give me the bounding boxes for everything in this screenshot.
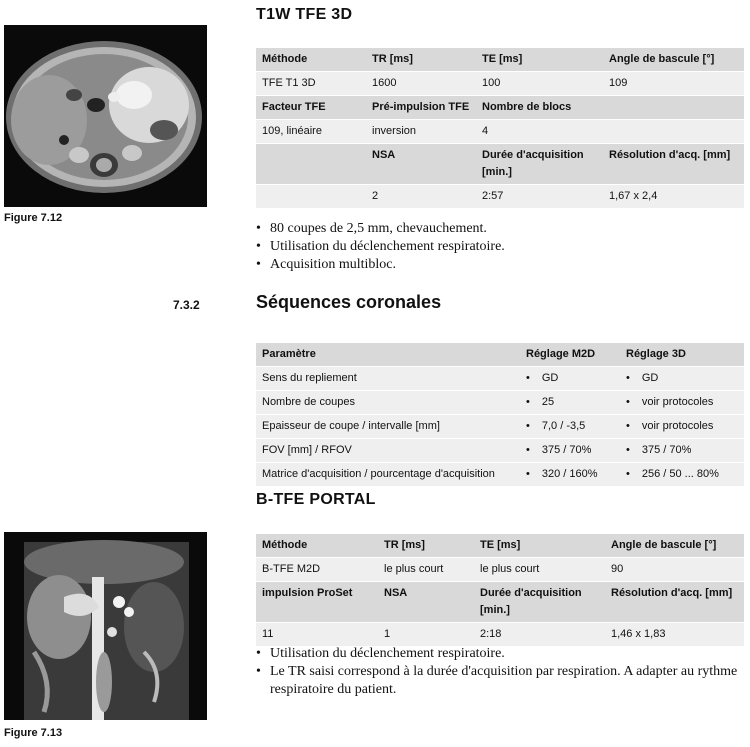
table-row [256,72,744,96]
table-cell: • GD [520,367,620,391]
table-cell: • 375 / 70% [520,439,620,463]
bullet-item: • Utilisation du déclenchement respiratoire. [256,238,746,256]
table-header-cell: Durée d'acquisition [min.] [474,582,605,623]
table-header-cell [603,96,744,120]
table-header-row [256,144,744,185]
table-header-cell: Angle de bascule [°] [605,534,744,558]
figure-caption: Figure 7.12 [4,212,63,224]
parameter-table [256,534,744,647]
section-title: T1W TFE 3D [256,6,353,23]
section-heading: Séquences coronales [256,292,442,312]
table-cell: Matrice d'acquisition / pourcentage d'acquisition [256,463,520,487]
table-cell: • 7,0 / -3,5 [520,415,620,439]
table-header-row [256,534,744,558]
table-row [256,185,744,209]
mri-coronal-image [4,532,207,720]
table-header-row [256,343,744,367]
table-row [256,558,744,582]
table-cell: 1 [378,623,474,647]
table-header-cell: Réglage M2D [520,343,620,367]
table-cell: 11 [256,623,378,647]
table-header-cell: TE [ms] [476,48,603,72]
table-row [256,463,744,487]
table-header-cell: NSA [378,582,474,623]
bullet-list [256,645,746,699]
table-header-cell: Facteur TFE [256,96,366,120]
table-cell: 90 [605,558,744,582]
table-row [256,367,744,391]
table-header-row [256,48,744,72]
section-number: 7.3.2 [173,298,200,312]
table-cell: 109 [603,72,744,96]
table-cell: B-TFE M2D [256,558,378,582]
table-row [256,391,744,415]
table-header-cell: TR [ms] [366,48,476,72]
mri-axial-image [4,25,207,207]
table-header-row [256,582,744,623]
table-row [256,623,744,647]
table-cell: 2:57 [476,185,603,209]
table-header-cell: Nombre de blocs [476,96,603,120]
table-cell: 1,67 x 2,4 [603,185,744,209]
bullet-item: • Utilisation du déclenchement respiratoire. [256,645,746,663]
table-cell: 4 [476,120,603,144]
table-cell: Epaisseur de coupe / intervalle [mm] [256,415,520,439]
table-cell: • voir protocoles [620,391,744,415]
bullet-item: • Acquisition multibloc. [256,256,746,274]
table-cell: TFE T1 3D [256,72,366,96]
table-header-cell: TE [ms] [474,534,605,558]
table-cell: FOV [mm] / RFOV [256,439,520,463]
figure-caption: Figure 7.13 [4,727,63,739]
table-cell: • 320 / 160% [520,463,620,487]
table-cell [256,185,366,209]
table-cell: 2:18 [474,623,605,647]
table-cell: le plus court [474,558,605,582]
bullet-item: • 80 coupes de 2,5 mm, chevauchement. [256,220,746,238]
table-cell: • 256 / 50 ... 80% [620,463,744,487]
section-title: B-TFE PORTAL [256,491,376,508]
table-cell: Nombre de coupes [256,391,520,415]
table-header-cell: impulsion ProSet [256,582,378,623]
table-header-cell: Résolution d'acq. [mm] [603,144,744,185]
table-cell: • 375 / 70% [620,439,744,463]
table-cell: • voir protocoles [620,415,744,439]
table-header-row [256,96,744,120]
bullet-list [256,220,746,274]
parameter-table [256,48,744,209]
table-header-cell: Réglage 3D [620,343,744,367]
table-cell: 100 [476,72,603,96]
table-cell: • GD [620,367,744,391]
table-header-cell: TR [ms] [378,534,474,558]
table-header-cell: NSA [366,144,476,185]
table-cell: Sens du repliement [256,367,520,391]
table-cell: 2 [366,185,476,209]
table-cell: 109, linéaire [256,120,366,144]
table-cell: inversion [366,120,476,144]
table-header-cell: Méthode [256,534,378,558]
table-header-cell: Durée d'acquisition [min.] [476,144,603,185]
table-header-cell [256,144,366,185]
table-header-cell: Angle de bascule [°] [603,48,744,72]
table-cell: le plus court [378,558,474,582]
table-body [256,48,744,209]
table-header-cell: Paramètre [256,343,520,367]
coronal-settings-table [256,343,744,487]
table-cell [603,120,744,144]
table-row [256,439,744,463]
table-row [256,120,744,144]
table-cell: 1,46 x 1,83 [605,623,744,647]
bullet-item: • Le TR saisi correspond à la durée d'acquisition par respiration. A adapter au rythme respiratoire du patient. [256,663,746,699]
table-row [256,415,744,439]
table-header-cell: Méthode [256,48,366,72]
table-header-cell: Pré-impulsion TFE [366,96,476,120]
table-cell: • 25 [520,391,620,415]
table-cell: 1600 [366,72,476,96]
table-header-cell: Résolution d'acq. [mm] [605,582,744,623]
